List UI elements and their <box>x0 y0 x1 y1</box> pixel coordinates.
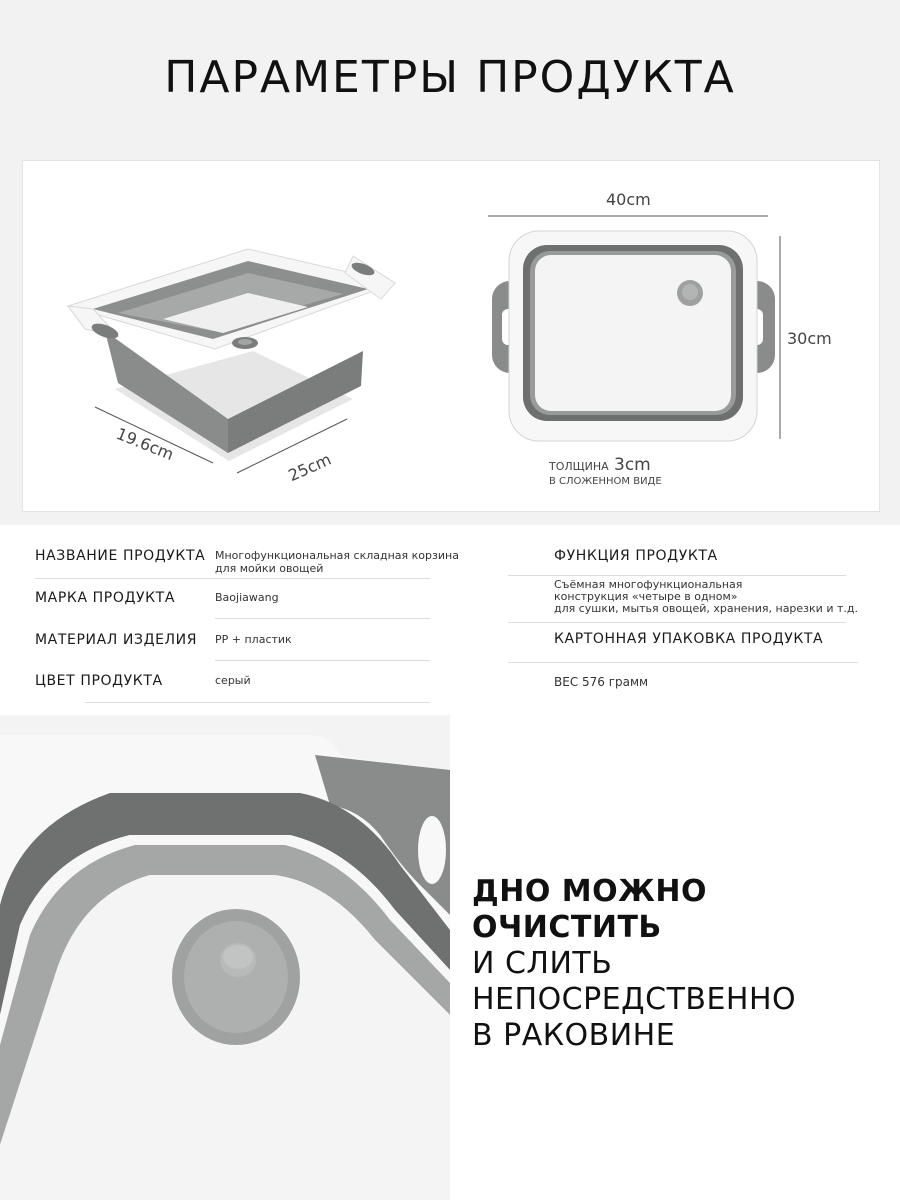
divider <box>215 660 430 661</box>
spec-value-function-line3: для сушки, мытья овощей, хранения, нарезки и т.д. <box>554 602 858 615</box>
caption-line2: И СЛИТЬ НЕПОСРЕДСТВЕННО <box>472 946 797 1017</box>
basket-perspective-image <box>68 249 395 485</box>
folded-note: В СЛОЖЕННОМ ВИДЕ <box>549 476 662 487</box>
dimension-height-label: 30cm <box>787 329 832 348</box>
caption-line1: ДНО МОЖНО ОЧИСТИТЬ <box>472 874 707 945</box>
spec-label-function: ФУНКЦИЯ ПРОДУКТА <box>554 548 718 564</box>
spec-value-color: серый <box>215 674 251 687</box>
spec-value-name-line2: для мойки овощей <box>215 562 324 575</box>
spec-label-material: МАТЕРИАЛ ИЗДЕЛИЯ <box>35 632 198 648</box>
divider <box>215 618 430 619</box>
product-dimensions-illustration <box>23 161 879 511</box>
dimension-length-label: 25cm <box>285 449 334 486</box>
drain-closeup-photo <box>0 715 450 1200</box>
dimension-width-label: 40cm <box>606 190 651 209</box>
divider <box>508 622 846 623</box>
caption-line3: В РАКОВИНЕ <box>472 1018 676 1053</box>
spec-label-packaging: КАРТОННАЯ УПАКОВКА ПРОДУКТА <box>554 631 824 647</box>
product-specs-table <box>0 530 900 715</box>
spec-value-material: PP + пластик <box>215 633 292 646</box>
spec-label-name: НАЗВАНИЕ ПРОДУКТА <box>35 548 206 564</box>
divider <box>508 662 858 663</box>
drain-caption <box>472 874 892 1054</box>
basket-top-view-image <box>488 190 832 487</box>
spec-value-function-line2: конструкция «четыре в одном» <box>554 590 738 603</box>
spec-value-name-line1: Многофункциональная складная корзина <box>215 549 459 562</box>
folded-thickness-value: 3cm <box>614 455 651 475</box>
spec-label-color: ЦВЕТ ПРОДУКТА <box>35 673 163 689</box>
folded-thickness-prefix: ТОЛЩИНА <box>549 460 609 473</box>
page-title: ПАРАМЕТРЫ ПРОДУКТА <box>164 52 736 103</box>
drain-closeup-illustration <box>0 715 450 1200</box>
dimension-depth-label: 19.6cm <box>113 423 177 465</box>
divider <box>85 702 430 703</box>
spec-value-brand: Baojiawang <box>215 591 279 604</box>
spec-value-weight: ВЕС 576 грамм <box>554 675 649 689</box>
product-dimensions-panel <box>22 160 880 512</box>
divider <box>35 578 430 579</box>
spec-value-function-line1: Съёмная многофункциональная <box>554 578 743 591</box>
spec-label-brand: МАРКА ПРОДУКТА <box>35 590 175 606</box>
divider <box>508 575 846 576</box>
